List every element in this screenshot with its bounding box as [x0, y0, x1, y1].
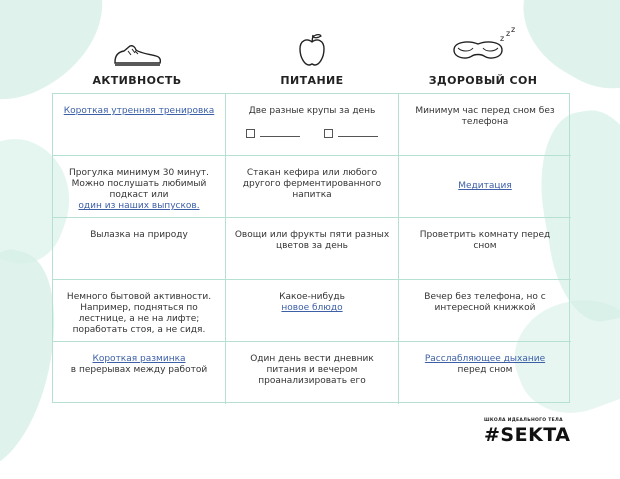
grid-cell [226, 156, 399, 218]
blank-line [260, 130, 300, 137]
cell-text: Можно послушать любимый подкаст или [71, 179, 207, 200]
grid-cell [399, 218, 571, 280]
checkbox-icon[interactable] [246, 129, 255, 138]
cell-text: Вечер без телефона, но с интересной книжкой [424, 292, 546, 313]
new-dish-link[interactable]: новое блюдо [281, 303, 343, 313]
meditation-link[interactable]: Медитация [458, 181, 512, 191]
grid-cell [53, 342, 226, 404]
grid-cell [53, 280, 226, 342]
column-header-nutrition [227, 28, 397, 87]
checkbox-group [234, 129, 390, 138]
grid-cell [226, 342, 399, 404]
apple-icon [297, 32, 327, 68]
brand-name: #SEKTA [484, 424, 571, 446]
svg-text:z: z [506, 29, 511, 38]
grid-cell [226, 280, 399, 342]
morning-workout-link[interactable]: Короткая утренняя тренировка [63, 106, 215, 116]
svg-text:z: z [511, 26, 516, 34]
checkbox-icon[interactable] [324, 129, 333, 138]
blank-line [338, 130, 378, 137]
checkbox-item[interactable] [324, 129, 378, 138]
brand-tagline: ШКОЛА ИДЕАЛЬНОГО ТЕЛА [484, 418, 563, 423]
cell-text: Например, подняться по лестнице, а не на лифте; поработать стоя, а не сидя. [72, 303, 206, 335]
grid-cell [226, 94, 399, 156]
cell-text: Один день вести дневник питания и вечером проанализировать его [250, 354, 374, 386]
grid-cell [399, 94, 571, 156]
grid-cell [399, 280, 571, 342]
cell-text: в перерывах между работой [70, 365, 208, 375]
cell-text: Немного бытовой активности. [66, 292, 212, 302]
sneaker-icon [112, 42, 162, 68]
cell-text: Две разные крупы за день [248, 106, 376, 116]
cell-text: перед сном [457, 365, 513, 375]
column-title: ЗДОРОВЫЙ СОН [428, 74, 538, 87]
sleep-mask-icon [448, 26, 518, 68]
column-header-activity [52, 28, 222, 87]
grid-cell [226, 218, 399, 280]
brand-logo [484, 418, 584, 446]
cell-text: Вылазка на природу [90, 230, 188, 240]
podcast-episodes-link[interactable]: один из наших выпусков. [78, 201, 200, 211]
grid-cell [53, 156, 226, 218]
grid-cell [53, 218, 226, 280]
cell-text: Прогулка минимум 30 минут. [68, 168, 209, 178]
cell-text: Какое-нибудь [279, 292, 345, 302]
checkbox-item[interactable] [246, 129, 300, 138]
habit-grid [52, 93, 570, 403]
grid-cell [399, 342, 571, 404]
column-title: ПИТАНИЕ [280, 74, 344, 87]
grid-cell [399, 156, 571, 218]
svg-text:z: z [500, 34, 505, 43]
column-title: АКТИВНОСТЬ [92, 74, 182, 87]
cell-text: Стакан кефира или любого другого ферментированного напитка [242, 168, 382, 200]
cell-text: Минимум час перед сном без телефона [415, 106, 555, 127]
short-warmup-link[interactable]: Короткая разминка [92, 354, 186, 364]
column-header-sleep [398, 28, 568, 87]
grid-cell [53, 94, 226, 156]
cell-text: Овощи или фрукты пяти разных цветов за день [234, 230, 390, 251]
cell-text: Проветрить комнату перед сном [419, 230, 551, 251]
relaxing-breathing-link[interactable]: Расслабляющее дыхание [424, 354, 546, 364]
